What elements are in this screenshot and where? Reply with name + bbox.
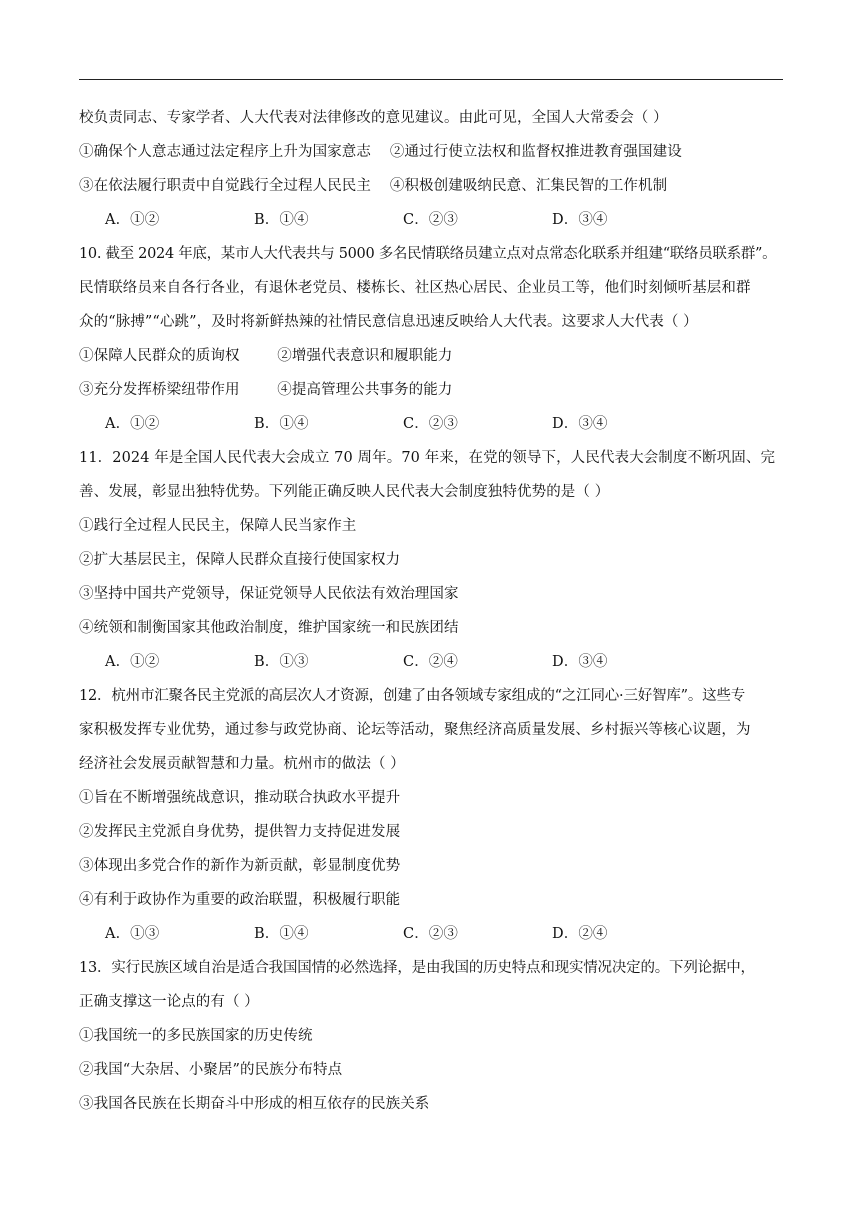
statement-line: ①保障人民群众的质询权 ②增强代表意识和履职能力 bbox=[79, 348, 453, 364]
statement-line: ③坚持中国共产党领导，保证党领导人民依法有效治理国家 bbox=[79, 586, 459, 602]
statement-line: ④有利于政协作为重要的政治联盟，积极履行职能 bbox=[79, 892, 401, 908]
option-a[interactable]: A．①② bbox=[105, 212, 160, 228]
statement-line: ①我国统一的多民族国家的历史传统 bbox=[79, 1028, 313, 1044]
question-stem-line: 民情联络员来自各行各业，有退休老党员、楼栋长、社区热心居民、企业员工等，他们时刻倾听基层和群 bbox=[79, 280, 751, 296]
question-12 bbox=[79, 686, 789, 944]
statement-line: ③我国各民族在长期奋斗中形成的相互依存的民族关系 bbox=[79, 1096, 430, 1112]
question-13 bbox=[79, 958, 789, 1114]
statement-line: ①践行全过程人民民主，保障人民当家作主 bbox=[79, 518, 357, 534]
answer-options bbox=[79, 210, 789, 230]
statement-line: ③充分发挥桥梁纽带作用 ④提高管理公共事务的能力 bbox=[79, 382, 453, 398]
option-c[interactable]: C．②④ bbox=[403, 654, 458, 670]
exam-page-content bbox=[79, 108, 789, 1128]
statement-line: ①确保个人意志通过法定程序上升为国家意志 ②通过行使立法权和监督权推进教育强国建设 bbox=[79, 144, 682, 160]
option-d[interactable]: D．③④ bbox=[552, 212, 608, 228]
option-b[interactable]: B．①④ bbox=[254, 212, 309, 228]
statement-line: ②我国“大杂居、小聚居”的民族分布特点 bbox=[79, 1062, 343, 1078]
question-10 bbox=[79, 244, 789, 434]
answer-options bbox=[79, 924, 789, 944]
question-11 bbox=[79, 448, 789, 672]
statement-line: ③在依法履行职责中自觉践行全过程人民民主 ④积极创建吸纳民意、汇集民智的工作机制 bbox=[79, 178, 668, 194]
question-stem-line: 校负责同志、专家学者、人大代表对法律修改的意见建议。由此可见，全国人大常委会（ ） bbox=[79, 110, 668, 126]
statement-line: ③体现出多党合作的新作为新贡献，彰显制度优势 bbox=[79, 858, 401, 874]
question-stem-line: 善、发展，彰显出独特优势。下列能正确反映人民代表大会制度独特优势的是（ ） bbox=[79, 484, 610, 500]
option-c[interactable]: C．②③ bbox=[403, 416, 458, 432]
question-9-tail bbox=[79, 108, 789, 230]
question-stem-line: 众的“脉搏”“心跳”，及时将新鲜热辣的社情民意信息迅速反映给人大代表。这要求人大代表（ ） bbox=[79, 314, 698, 330]
statement-line: ④统领和制衡国家其他政治制度，维护国家统一和民族团结 bbox=[79, 620, 459, 636]
question-stem-line: 经济社会发展贡献智慧和力量。杭州市的做法（ ） bbox=[79, 756, 405, 772]
option-b[interactable]: B．①③ bbox=[254, 654, 309, 670]
question-stem-line: 家积极发挥专业优势，通过参与政党协商、论坛等活动，聚焦经济高质量发展、乡村振兴等核心议题，为 bbox=[79, 722, 751, 738]
statement-line: ②发挥民主党派自身优势，提供智力支持促进发展 bbox=[79, 824, 401, 840]
option-d[interactable]: D．③④ bbox=[552, 416, 608, 432]
statement-line: ②扩大基层民主，保障人民群众直接行使国家权力 bbox=[79, 552, 401, 568]
option-c[interactable]: C．②③ bbox=[403, 926, 458, 942]
question-stem-line: 12．杭州市汇聚各民主党派的高层次人才资源，创建了由各领域专家组成的“之江同心·三好智库”。这些专 bbox=[79, 688, 746, 704]
option-c[interactable]: C．②③ bbox=[403, 212, 458, 228]
option-d[interactable]: D．③④ bbox=[552, 654, 608, 670]
question-stem-line: 13．实行民族区域自治是适合我国国情的必然选择，是由我国的历史特点和现实情况决定的。下列论据中， bbox=[79, 960, 755, 976]
option-b[interactable]: B．①④ bbox=[254, 416, 309, 432]
statement-line: ①旨在不断增强统战意识，推动联合执政水平提升 bbox=[79, 790, 401, 806]
question-stem-line: 11．2024 年是全国人民代表大会成立 70 周年。70 年来，在党的领导下，人民代表大会制度不断巩固、完 bbox=[79, 450, 776, 466]
answer-options bbox=[79, 414, 789, 434]
option-a[interactable]: A．①③ bbox=[105, 926, 160, 942]
header-rule bbox=[79, 79, 783, 80]
question-stem-line: 正确支撑这一论点的有（ ） bbox=[79, 994, 259, 1010]
answer-options bbox=[79, 652, 789, 672]
option-a[interactable]: A．①② bbox=[105, 416, 160, 432]
question-stem-line: 10. 截至 2024 年底，某市人大代表共与 5000 多名民情联络员建立点对点常态化联系并组建“联络员联系群”。 bbox=[79, 246, 777, 262]
option-b[interactable]: B．①④ bbox=[254, 926, 309, 942]
option-d[interactable]: D．②④ bbox=[552, 926, 608, 942]
option-a[interactable]: A．①② bbox=[105, 654, 160, 670]
